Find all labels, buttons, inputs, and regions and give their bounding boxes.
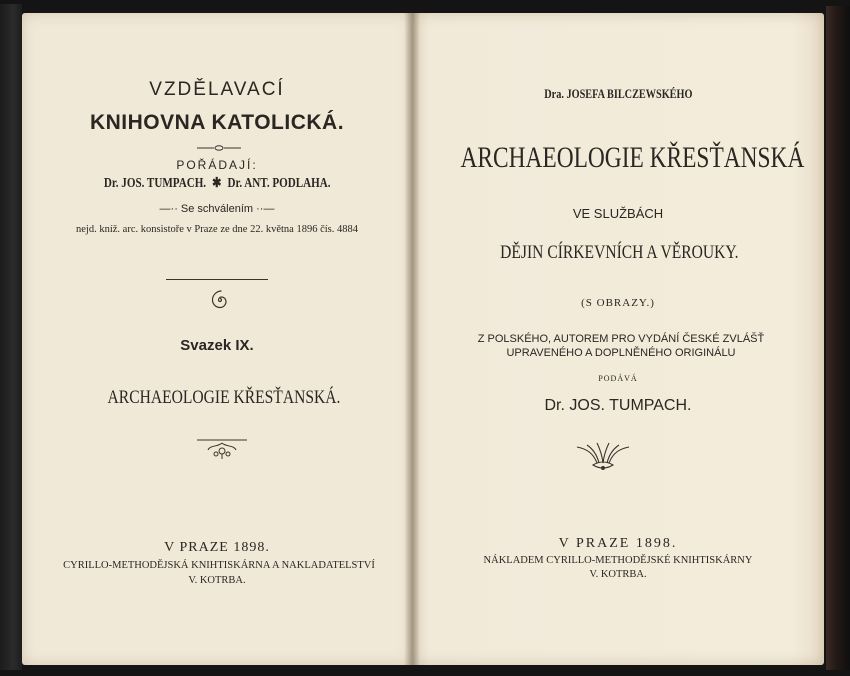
book-gutter-shadow [404,13,420,665]
right-publisher-name: V. KOTRBA. [589,569,647,580]
left-publisher-name: V. KOTRBA. [188,575,246,586]
series-title-line1: VZDĚLAVACÍ [149,79,285,100]
book-title: ARCHAEOLOGIE KŘESŤANSKÁ [460,141,805,174]
editors-label: POŘÁDAJÍ: [176,158,258,172]
star-separator-icon: ✱ [211,175,222,190]
right-place-year: V PRAZE 1898. [558,536,678,551]
left-dash-ornament: —·· [159,203,181,215]
left-place-year: V PRAZE 1898. [164,540,270,555]
subtitle-line2: DĚJIN CÍRKEVNÍCH A VĚROUKY. [499,242,739,263]
translation-note-line1: Z POLSKÉHO, AUTOREM PRO VYDÁNÍ ČESKÉ ZVLÁŠŤ [477,333,765,345]
palmette-ornament-icon [573,441,633,473]
left-page [22,13,412,665]
author-prefix: Dra. [543,87,564,101]
floral-ornament-icon [197,437,247,461]
spiral-ornament-icon [208,288,232,312]
right-publisher: NÁKLADEM CYRILLO-METHODĚJSKÉ KNIHTISKÁRNY [483,555,753,566]
translator-name: Dr. JOS. TUMPACH. [544,397,692,414]
approval-line [22,203,412,215]
volume-number: Svazek IX. [180,337,254,354]
presented-by-label: PODÁVÁ [598,374,638,383]
editors-line [22,175,412,191]
illustrations-note: (S OBRAZY.) [581,297,655,309]
divider-rule [166,279,268,280]
right-page [412,13,824,665]
translation-note-line2: UPRAVENÉHO A DOPLNĚNÉHO ORIGINÁLU [506,347,736,359]
editor-2: Dr. ANT. PODLAHA. [227,175,331,190]
book-cover-left-edge [0,4,22,670]
series-title-line2: KNIHOVNA KATOLICKÁ. [89,111,345,134]
approval-text: nejd. kníž. arc. konsistoře v Praze ze dne 22. května 1896 čís. 4884 [76,224,358,235]
small-rule-ornament [197,145,241,151]
right-dash-ornament: ··— [253,203,275,215]
approval-label: Se schválením [180,203,254,215]
author-line [412,87,824,102]
left-publisher: CYRILLO-METHODĚJSKÁ KNIHTISKÁRNA A NAKLADATELSTVÍ [63,560,375,571]
editor-1: Dr. JOS. TUMPACH. [103,175,206,190]
subtitle-line1: VE SLUŽBÁCH [572,206,664,221]
volume-title: ARCHAEOLOGIE KŘESŤANSKÁ. [107,387,341,408]
author-name: JOSEFA BILCZEWSKÉHO [566,87,693,101]
